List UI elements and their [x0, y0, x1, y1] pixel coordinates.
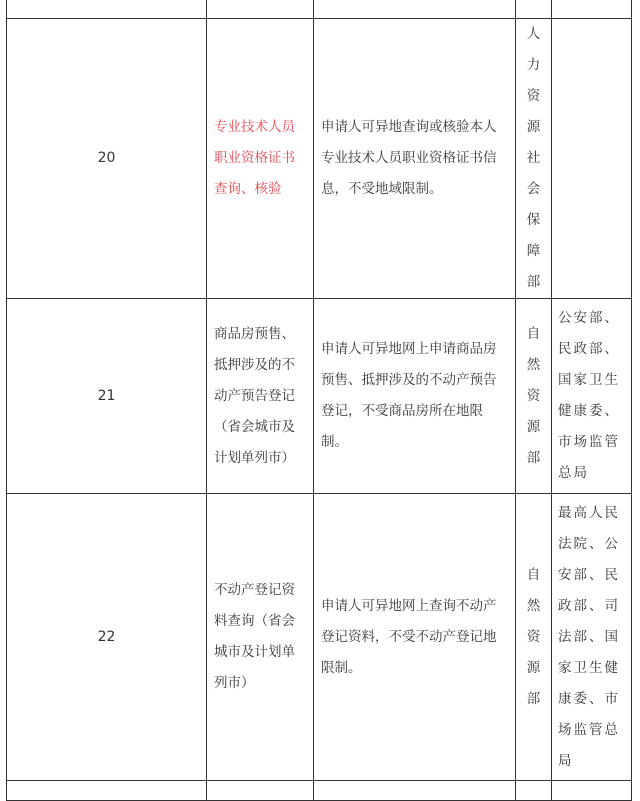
cooperating-orgs: 公安部、民政部、国家卫生健康委、市场监管总局 — [552, 299, 632, 494]
department-text: 自 然 资 源 部 — [526, 566, 541, 707]
row-number: 20 — [7, 19, 207, 299]
cooperating-orgs: 最高人民法院、公安部、民政部、司法部、国家卫生健康委、市场监管总局 — [552, 494, 632, 781]
cooperating-orgs — [552, 19, 632, 299]
department-text: 自 然 资 源 部 — [526, 325, 541, 466]
item-description: 申请人可异地网上查询不动产登记资料，不受不动产登记地限制。 — [314, 494, 516, 781]
table-row — [7, 19, 632, 299]
department — [516, 19, 552, 299]
item-name: 专业技术人员职业资格证书查询、核验 — [207, 19, 314, 299]
department — [516, 299, 552, 494]
row-number: 22 — [7, 494, 207, 781]
table-row — [7, 494, 632, 781]
department — [516, 494, 552, 781]
row-number: 21 — [7, 299, 207, 494]
department-text: 人 力 资 源 社 会 保 障 部 — [526, 26, 541, 290]
item-name: 商品房预售、抵押涉及的不动产预告登记（省会城市及计划单列市） — [207, 299, 314, 494]
table-row — [7, 299, 632, 494]
item-description: 申请人可异地网上申请商品房预售、抵押涉及的不动产预告登记，不受商品房所在地限制。 — [314, 299, 516, 494]
service-table — [6, 0, 632, 801]
table-row — [7, 0, 632, 19]
item-name: 不动产登记资料查询（省会城市及计划单列市） — [207, 494, 314, 781]
item-description: 申请人可异地查询或核验本人专业技术人员职业资格证书信息，不受地域限制。 — [314, 19, 516, 299]
